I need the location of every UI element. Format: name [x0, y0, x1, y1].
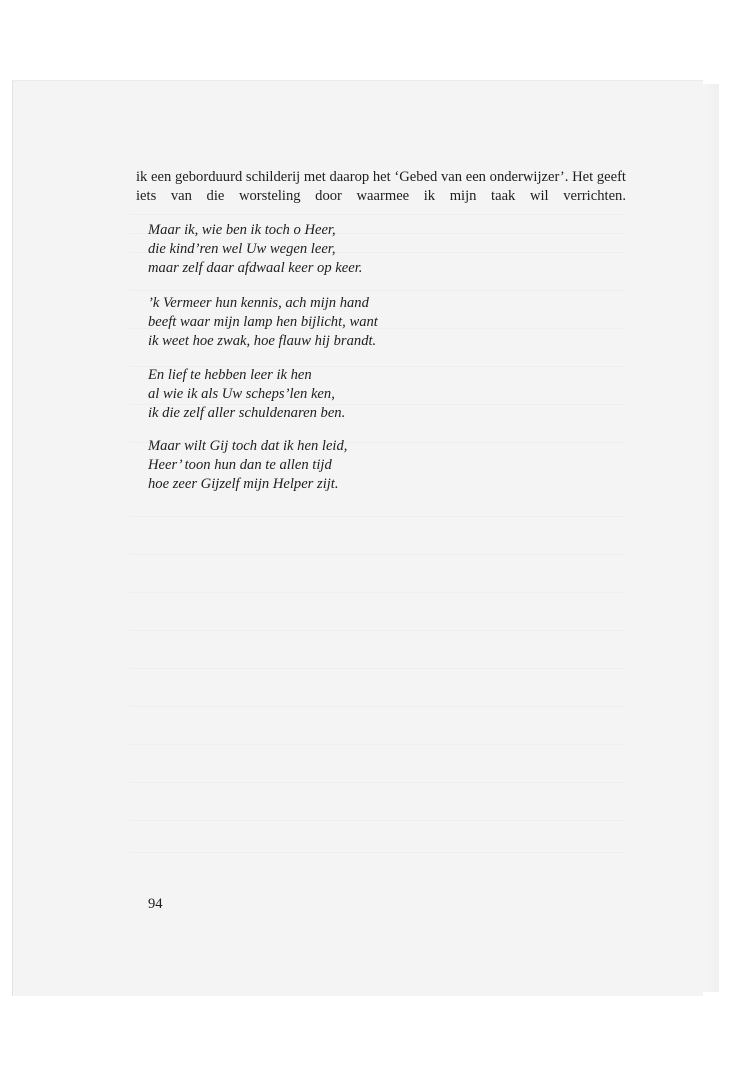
poem-line: Heer’ toon hun dan te allen tijd: [148, 457, 332, 473]
book-page: [12, 80, 703, 996]
poem-line: Maar wilt Gij toch dat ik hen leid,: [148, 438, 348, 454]
intro-paragraph: ik een geborduurd schilderij met daarop het ‘Gebed van een onderwijzer’. Het geeft iets van die worsteling door waarmee ik mijn taak wil verrichten.: [136, 169, 626, 204]
poem-stanza-1: [148, 221, 568, 278]
poem-line: hoe zeer Gijzelf mijn Helper zijt.: [148, 476, 339, 492]
poem-line: En lief te hebben leer ik hen: [148, 367, 312, 383]
poem-line: ik weet hoe zwak, hoe flauw hij brandt.: [148, 333, 377, 349]
poem-stanza-4: [148, 437, 568, 494]
poem-line: ’k Vermeer hun kennis, ach mijn hand: [148, 295, 369, 311]
poem-stanza-2: [148, 294, 568, 351]
poem-line: beeft waar mijn lamp hen bijlicht, want: [148, 314, 378, 330]
poem-line: maar zelf daar afdwaal keer op keer.: [148, 260, 363, 276]
poem-stanza-3: [148, 366, 568, 423]
page-number: 94: [148, 896, 163, 912]
poem-line: die kind’ren wel Uw wegen leer,: [148, 241, 336, 257]
poem-line: Maar ik, wie ben ik toch o Heer,: [148, 222, 336, 238]
poem-line: al wie ik als Uw scheps’len ken,: [148, 386, 335, 402]
poem-line: ik die zelf aller schuldenaren ben.: [148, 405, 346, 421]
